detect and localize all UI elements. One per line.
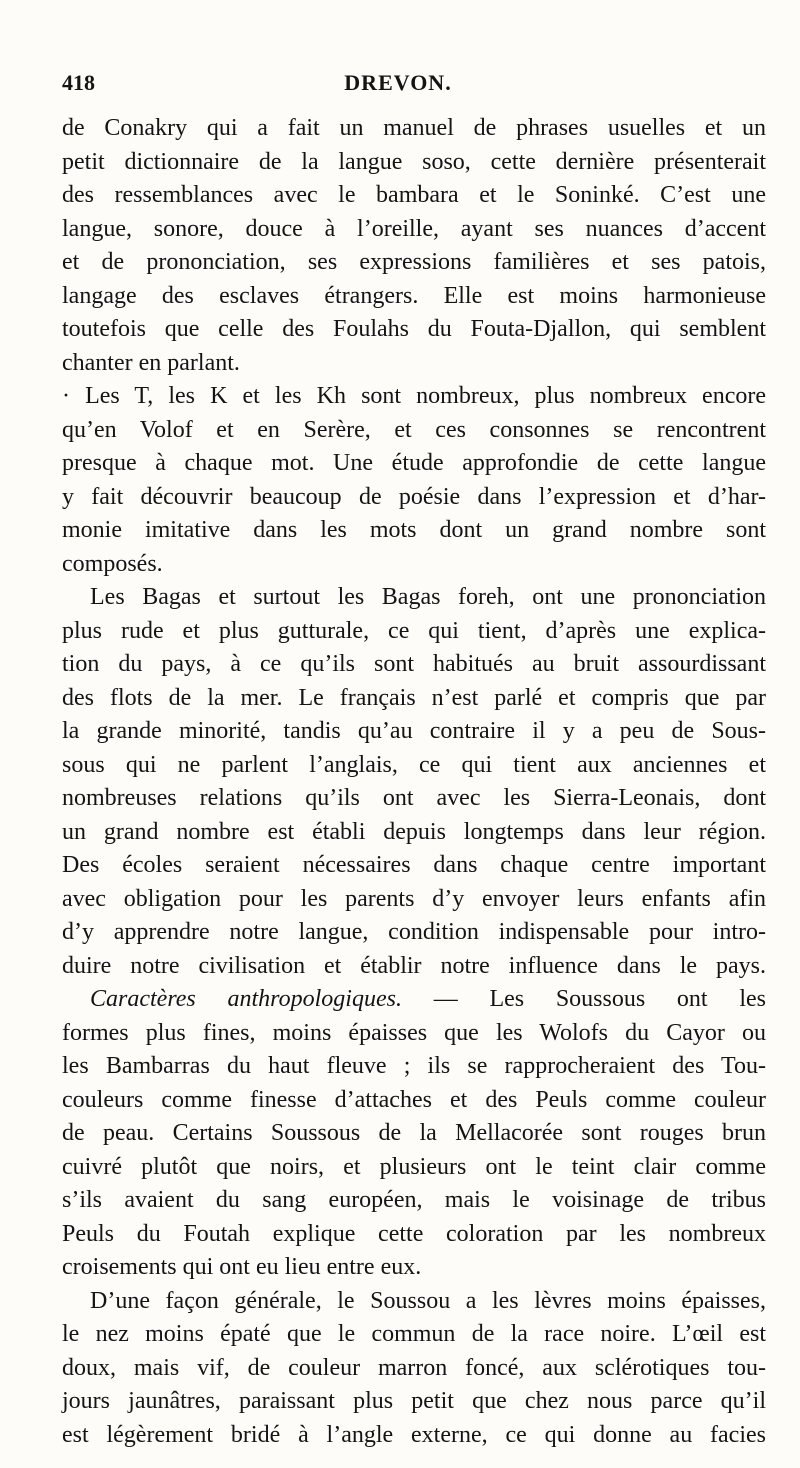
text-line: composés.	[62, 550, 163, 577]
text-line: Peuls du Foutah explique cette coloration par les nombreux	[62, 1220, 766, 1247]
text-line: nombreuses relations qu’ils ont avec les Sierra-Leonais, dont	[62, 785, 766, 811]
text-line: des ressemblances avec le bambara et le Soninké. C’est une	[62, 182, 766, 208]
text-line: s’ils avaient du sang européen, mais le voisinage de tribus	[62, 1187, 766, 1213]
text-line: doux, mais vif, de couleur marron foncé, aux sclérotiques tou-	[62, 1354, 766, 1381]
text-line: de peau. Certains Soussous de la Mellacorée sont rouges brun	[62, 1120, 766, 1146]
text-line: et de prononciation, ses expressions familières et ses patois,	[62, 249, 766, 275]
text-line: chanter en parlant.	[62, 349, 240, 376]
text-line: les Bambarras du haut fleuve ; ils se rapprocheraient des Tou-	[62, 1053, 766, 1079]
text-line: avec obligation pour les parents d’y envoyer leurs enfants afin	[62, 885, 766, 912]
text-line: sous qui ne parlent l’anglais, ce qui tient aux anciennes et	[62, 751, 766, 778]
text-line: formes plus fines, moins épaisses que les Wolofs du Cayor ou	[62, 1019, 766, 1046]
text-line: D’une façon générale, le Soussou a les lèvres moins épaisses,	[90, 1287, 766, 1314]
text-line: tion du pays, à ce qu’ils sont habitués au bruit assourdissant	[62, 651, 766, 677]
text-line: Les Bagas et surtout les Bagas foreh, ont une prononciation	[90, 584, 766, 610]
page-header	[62, 68, 734, 104]
heading-line-text: — Les Soussous ont les	[433, 986, 766, 1012]
text-line: Des écoles seraient nécessaires dans chaque centre important	[62, 852, 766, 878]
text-line: d’y apprendre notre langue, condition indispensable pour intro-	[62, 919, 766, 945]
text-line: un grand nombre est établi depuis longtemps dans leur région.	[62, 818, 766, 845]
section-heading: Caractères anthropologiques.	[90, 986, 402, 1012]
text-line: qu’en Volof et en Serère, et ces consonnes se rencontrent	[62, 416, 766, 443]
text-line: presque à chaque mot. Une étude approfondie de cette langue	[62, 450, 766, 476]
text-line: de Conakry qui a fait un manuel de phrases usuelles et un	[62, 115, 766, 141]
text-line: · Les T, les K et les Kh sont nombreux, plus nombreux encore	[62, 383, 766, 409]
text-line: cuivré plutôt que noirs, et plusieurs ont le teint clair comme	[62, 1153, 766, 1180]
text-line: petit dictionnaire de la langue soso, cette dernière présenterait	[62, 148, 766, 175]
text-line: croisements qui ont eu lieu entre eux.	[62, 1254, 422, 1280]
heading-line	[62, 983, 766, 1017]
text-line: monie imitative dans les mots dont un grand nombre sont	[62, 517, 766, 543]
text-line: couleurs comme finesse d’attaches et des Peuls comme couleur	[62, 1086, 766, 1113]
text-line: plus rude et plus gutturale, ce qui tient, d’après une explica-	[62, 617, 766, 644]
text-line: la grande minorité, tandis qu’au contraire il y a peu de Sous-	[62, 718, 766, 744]
text-line: langage des esclaves étrangers. Elle est moins harmonieuse	[62, 282, 766, 309]
text-line: le nez moins épaté que le commun de la race noire. L’œil est	[62, 1321, 766, 1347]
text-line: langue, sonore, douce à l’oreille, ayant ses nuances d’accent	[62, 215, 766, 242]
text-line: jours jaunâtres, paraissant plus petit que chez nous parce qu’il	[62, 1388, 766, 1414]
text-line: y fait découvrir beaucoup de poésie dans l’expression et d’har-	[62, 483, 766, 510]
page-number: 418	[62, 70, 95, 95]
running-head: DREVON.	[344, 70, 452, 95]
text-line: toutefois que celle des Foulahs du Fouta-Djallon, qui semblent	[62, 316, 766, 342]
text-line: des flots de la mer. Le français n’est parlé et compris que par	[62, 684, 766, 711]
body-text	[62, 112, 766, 1452]
text-line: est légèrement bridé à l’angle externe, ce qui donne au facies	[62, 1421, 766, 1448]
text-line: duire notre civilisation et établir notre influence dans le pays.	[62, 952, 766, 979]
